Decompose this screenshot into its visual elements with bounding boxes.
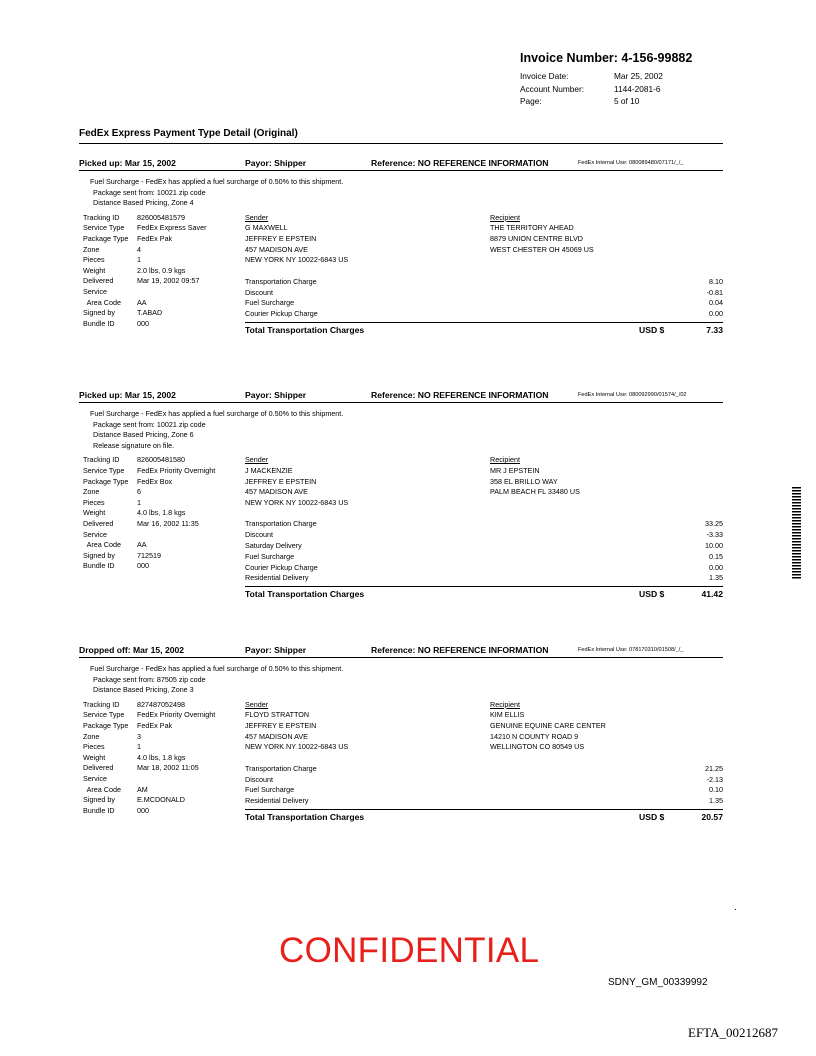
shipment-notes — [79, 409, 723, 451]
recipient-line: WEST CHESTER OH 45069 US — [490, 244, 594, 254]
charge-amount: 0.15 — [709, 551, 723, 561]
info-row — [83, 806, 245, 817]
account-number-row — [520, 83, 720, 96]
invoice-date-row — [520, 70, 720, 83]
info-row — [83, 319, 245, 330]
info-value: AA — [137, 540, 147, 550]
info-row — [83, 223, 245, 234]
invoice-number-label: Invoice Number: — [520, 51, 618, 65]
charges-list — [245, 277, 723, 320]
info-row — [83, 276, 245, 287]
sender-line: G MAXWELL — [245, 223, 288, 233]
shipment-notes — [79, 177, 723, 209]
sender-line: JEFFREY E EPSTEIN — [245, 476, 317, 486]
recipient-line: GENUINE EQUINE CARE CENTER — [490, 720, 606, 730]
info-row — [83, 753, 245, 764]
info-value: T.ABAD — [137, 308, 163, 318]
charge-amount: 0.04 — [709, 298, 723, 308]
info-value: 4 — [137, 244, 141, 254]
sender-address — [245, 700, 348, 753]
reference: Reference: NO REFERENCE INFORMATION — [371, 390, 549, 400]
sender-address — [245, 213, 348, 266]
shipment-body — [79, 455, 723, 600]
note-line: Fuel Surcharge - FedEx has applied a fuel surcharge of 0.50% to this shipment. — [90, 409, 344, 418]
recipient-address — [490, 455, 580, 497]
recipient-line: MR J EPSTEIN — [490, 465, 540, 475]
shipment-3 — [79, 643, 723, 823]
reference: Reference: NO REFERENCE INFORMATION — [371, 158, 549, 168]
shipment-info — [83, 700, 245, 817]
info-row — [83, 774, 245, 785]
info-row — [83, 477, 245, 488]
info-label: Zone — [83, 731, 100, 741]
page-label: Page: — [520, 96, 542, 106]
info-row — [83, 710, 245, 721]
info-row — [83, 721, 245, 732]
info-value: FedEx Pak — [137, 233, 173, 243]
info-row — [83, 785, 245, 796]
charge-label: Courier Pickup Charge — [245, 562, 318, 572]
info-row — [83, 795, 245, 806]
info-value: Mar 19, 2002 09:57 — [137, 276, 200, 286]
invoice-number-value: 4-156-99882 — [621, 51, 693, 65]
info-value: 826005481580 — [137, 455, 185, 465]
info-row — [83, 487, 245, 498]
invoice-date-label: Invoice Date: — [520, 71, 569, 81]
charge-label: Courier Pickup Charge — [245, 309, 318, 319]
charge-label: Residential Delivery — [245, 573, 309, 583]
info-row — [83, 700, 245, 711]
info-label: Service — [83, 773, 107, 783]
recipient-line: 358 EL BRILLO WAY — [490, 476, 558, 486]
shipment-notes — [79, 664, 723, 696]
info-value: 1 — [137, 255, 141, 265]
info-value: E.MCDONALD — [137, 795, 185, 805]
sender-line: NEW YORK NY 10022-6843 US — [245, 255, 349, 265]
charge-amount: 33.25 — [705, 519, 723, 529]
recipient-line: 8879 UNION CENTRE BLVD — [490, 233, 583, 243]
section-title: FedEx Express Payment Type Detail (Original) — [79, 128, 298, 139]
invoice-number — [520, 51, 720, 65]
info-row — [83, 213, 245, 224]
note-line: Distance Based Pricing, Zone 6 — [93, 430, 194, 440]
sender-line: FLOYD STRATTON — [245, 710, 310, 720]
info-row — [83, 308, 245, 319]
charge-amount: 0.00 — [709, 309, 723, 319]
info-label: Zone — [83, 487, 100, 497]
charge-label: Transportation Charge — [245, 519, 317, 529]
info-value: 1 — [137, 742, 141, 752]
info-label: Bundle ID — [83, 318, 115, 328]
sender-address — [245, 455, 348, 508]
info-value: 4.0 lbs, 1.8 kgs — [137, 752, 186, 762]
section-divider — [79, 143, 723, 144]
charge-amount: 0.00 — [709, 562, 723, 572]
info-row — [83, 519, 245, 530]
info-row — [83, 255, 245, 266]
recipient-line: KIM ELLIS — [490, 710, 525, 720]
charge-row — [245, 785, 723, 796]
info-row — [83, 245, 245, 256]
info-value: 712519 — [137, 550, 161, 560]
info-value: FedEx Express Saver — [137, 223, 207, 233]
note-line: Distance Based Pricing, Zone 3 — [93, 685, 194, 695]
info-row — [83, 540, 245, 551]
total-label: Total Transportation Charges — [245, 324, 365, 335]
info-label: Bundle ID — [83, 805, 115, 815]
note-line: Package sent from: 10021 zip code — [93, 187, 206, 197]
account-number-label: Account Number: — [520, 83, 585, 94]
info-row — [83, 266, 245, 277]
info-value: 3 — [137, 731, 141, 741]
total-currency: USD $ — [639, 589, 665, 600]
info-label: Service Type — [83, 223, 125, 233]
recipient-address — [490, 700, 606, 753]
info-label: Signed by — [83, 308, 115, 318]
info-value: AM — [137, 784, 148, 794]
info-label: Tracking ID — [83, 212, 120, 222]
recipient-line: THE TERRITORY AHEAD — [490, 223, 574, 233]
charge-label: Discount — [245, 287, 273, 297]
efta-number: EFTA_00212687 — [688, 1025, 778, 1040]
info-value: 000 — [137, 561, 149, 571]
charge-amount: -2.13 — [706, 774, 723, 784]
recipient-line: 14210 N COUNTY ROAD 9 — [490, 731, 579, 741]
charge-label: Transportation Charge — [245, 276, 317, 286]
recipient-line: PALM BEACH FL 33480 US — [490, 487, 580, 497]
sender-line: 457 MADISON AVE — [245, 487, 308, 497]
charge-label: Transportation Charge — [245, 763, 317, 773]
total-amount: 41.42 — [701, 589, 723, 600]
recipient-line: WELLINGTON CO 80549 US — [490, 742, 585, 752]
page-value: 5 of 10 — [614, 96, 640, 106]
info-label: Pieces — [83, 742, 105, 752]
info-label: Package Type — [83, 476, 129, 486]
total-amount: 20.57 — [701, 811, 723, 822]
info-row — [83, 466, 245, 477]
bates-number: SDNY_GM_00339992 — [608, 977, 708, 988]
info-label: Bundle ID — [83, 561, 115, 571]
charge-amount: 21.25 — [705, 763, 723, 773]
charge-label: Fuel Surcharge — [245, 298, 295, 308]
shipment-info — [83, 213, 245, 330]
account-number-value: 1144-2081-6 — [614, 83, 661, 94]
info-row — [83, 551, 245, 562]
info-value: FedEx Priority Overnight — [137, 710, 216, 720]
sender-line: JEFFREY E EPSTEIN — [245, 233, 317, 243]
info-label: Pieces — [83, 497, 105, 507]
info-label: Service Type — [83, 465, 125, 475]
shipment-body — [79, 213, 723, 336]
info-row — [83, 508, 245, 519]
sender-line: NEW YORK NY 10022-6843 US — [245, 497, 349, 507]
info-row — [83, 455, 245, 466]
charge-amount: 0.10 — [709, 785, 723, 795]
invoice-header — [520, 51, 720, 108]
charge-row — [245, 764, 723, 775]
info-label: Delivered — [83, 518, 114, 528]
info-label: Service — [83, 286, 107, 296]
total-currency: USD $ — [639, 324, 665, 335]
recipient-label: Recipient — [490, 212, 520, 222]
info-value: 826005481579 — [137, 212, 185, 222]
shipment-2 — [79, 388, 723, 600]
sender-label: Sender — [245, 699, 269, 709]
internal-use: FedEx Internal Use: 078170310/01508/_/_ — [578, 647, 684, 653]
info-label: Package Type — [83, 720, 129, 730]
sender-line: J MACKENZIE — [245, 465, 293, 475]
info-label: Delivered — [83, 763, 114, 773]
note-line: Fuel Surcharge - FedEx has applied a fuel surcharge of 0.50% to this shipment. — [90, 177, 344, 186]
shipment-info — [83, 455, 245, 572]
pickup-date: Picked up: Mar 15, 2002 — [79, 390, 176, 400]
info-row — [83, 732, 245, 743]
charge-row — [245, 298, 723, 309]
charge-amount: -3.33 — [706, 530, 723, 540]
info-label: Weight — [83, 508, 106, 518]
info-value: 1 — [137, 497, 141, 507]
charge-amount: 1.35 — [709, 573, 723, 583]
charge-label: Discount — [245, 530, 273, 540]
info-label: Package Type — [83, 233, 129, 243]
info-row — [83, 763, 245, 774]
charge-row — [245, 796, 723, 807]
sender-line: JEFFREY E EPSTEIN — [245, 720, 317, 730]
total-label: Total Transportation Charges — [245, 589, 365, 600]
shipment-1 — [79, 156, 723, 336]
charge-amount: 1.35 — [709, 796, 723, 806]
note-line: Distance Based Pricing, Zone 4 — [93, 198, 194, 208]
charge-label: Fuel Surcharge — [245, 785, 295, 795]
charge-label: Residential Delivery — [245, 796, 309, 806]
payor: Payor: Shipper — [245, 390, 307, 400]
charge-row — [245, 541, 723, 552]
charge-row — [245, 530, 723, 541]
charge-row — [245, 277, 723, 288]
shipment-body — [79, 700, 723, 823]
charge-row — [245, 309, 723, 320]
charge-amount: 10.00 — [705, 540, 723, 550]
info-value: FedEx Priority Overnight — [137, 465, 216, 475]
payor: Payor: Shipper — [245, 158, 307, 168]
info-row — [83, 298, 245, 309]
note-line: Package sent from: 87505 zip code — [93, 674, 206, 684]
info-value: 2.0 lbs, 0.9 kgs — [137, 265, 186, 275]
total-label: Total Transportation Charges — [245, 811, 365, 822]
stray-mark: . — [734, 902, 737, 913]
recipient-label: Recipient — [490, 699, 520, 709]
note-line: Fuel Surcharge - FedEx has applied a fuel surcharge of 0.50% to this shipment. — [90, 664, 344, 673]
info-value: Mar 16, 2002 11:35 — [137, 518, 199, 528]
info-value: 000 — [137, 318, 149, 328]
sender-line: 457 MADISON AVE — [245, 731, 308, 741]
info-label: Signed by — [83, 795, 115, 805]
info-value: Mar 18, 2002 11:05 — [137, 763, 199, 773]
total-row — [245, 586, 723, 601]
recipient-address — [490, 213, 594, 255]
info-label: Pieces — [83, 255, 105, 265]
info-value: FedEx Box — [137, 476, 173, 486]
charge-row — [245, 563, 723, 574]
barcode — [792, 487, 801, 579]
shipment-header — [79, 388, 723, 403]
shipment-header — [79, 643, 723, 658]
invoice-date-value: Mar 25, 2002 — [614, 71, 663, 81]
info-row — [83, 742, 245, 753]
total-currency: USD $ — [639, 811, 665, 822]
charge-row — [245, 519, 723, 530]
total-row — [245, 809, 723, 824]
charge-row — [245, 288, 723, 299]
info-value: FedEx Pak — [137, 720, 173, 730]
confidential-stamp: CONFIDENTIAL — [279, 931, 540, 970]
info-row — [83, 498, 245, 509]
info-label: Service Type — [83, 710, 125, 720]
sender-label: Sender — [245, 212, 269, 222]
internal-use: FedEx Internal Use: 080089480/07171/_/_ — [578, 160, 684, 166]
internal-use: FedEx Internal Use: 080092990/01574/_/02 — [578, 392, 687, 398]
pickup-date: Picked up: Mar 15, 2002 — [79, 158, 176, 168]
info-row — [83, 561, 245, 572]
charge-row — [245, 775, 723, 786]
info-label: Signed by — [83, 550, 115, 560]
info-value: 000 — [137, 805, 149, 815]
info-row — [83, 287, 245, 298]
charges-list — [245, 764, 723, 807]
charge-label: Discount — [245, 774, 273, 784]
charges-list — [245, 519, 723, 584]
info-row — [83, 530, 245, 541]
info-label: Weight — [83, 752, 106, 762]
sender-line: NEW YORK NY 10022-6843 US — [245, 742, 349, 752]
sender-line: 457 MADISON AVE — [245, 244, 308, 254]
info-label: Area Code — [83, 297, 121, 307]
charge-row — [245, 573, 723, 584]
charge-label: Fuel Surcharge — [245, 551, 295, 561]
total-row — [245, 322, 723, 337]
charge-row — [245, 552, 723, 563]
info-row — [83, 234, 245, 245]
info-value: 4.0 lbs, 1.8 kgs — [137, 508, 186, 518]
info-value: AA — [137, 297, 147, 307]
payor: Payor: Shipper — [245, 645, 307, 655]
page-row — [520, 95, 720, 108]
info-label: Service — [83, 529, 107, 539]
info-label: Zone — [83, 244, 100, 254]
info-value: 6 — [137, 487, 141, 497]
info-label: Weight — [83, 265, 106, 275]
note-line: Release signature on file. — [93, 440, 175, 450]
info-label: Area Code — [83, 540, 121, 550]
charge-label: Saturday Delivery — [245, 540, 302, 550]
recipient-label: Recipient — [490, 455, 520, 465]
pickup-date: Dropped off: Mar 15, 2002 — [79, 645, 185, 655]
note-line: Package sent from: 10021 zip code — [93, 419, 206, 429]
info-label: Tracking ID — [83, 699, 120, 709]
shipment-header — [79, 156, 723, 171]
charge-amount: 8.10 — [709, 276, 723, 286]
total-amount: 7.33 — [706, 324, 723, 335]
info-label: Area Code — [83, 784, 121, 794]
sender-label: Sender — [245, 455, 269, 465]
info-label: Delivered — [83, 276, 114, 286]
reference: Reference: NO REFERENCE INFORMATION — [371, 645, 549, 655]
charge-amount: -0.81 — [706, 287, 723, 297]
info-label: Tracking ID — [83, 455, 120, 465]
info-value: 827487052498 — [137, 699, 185, 709]
